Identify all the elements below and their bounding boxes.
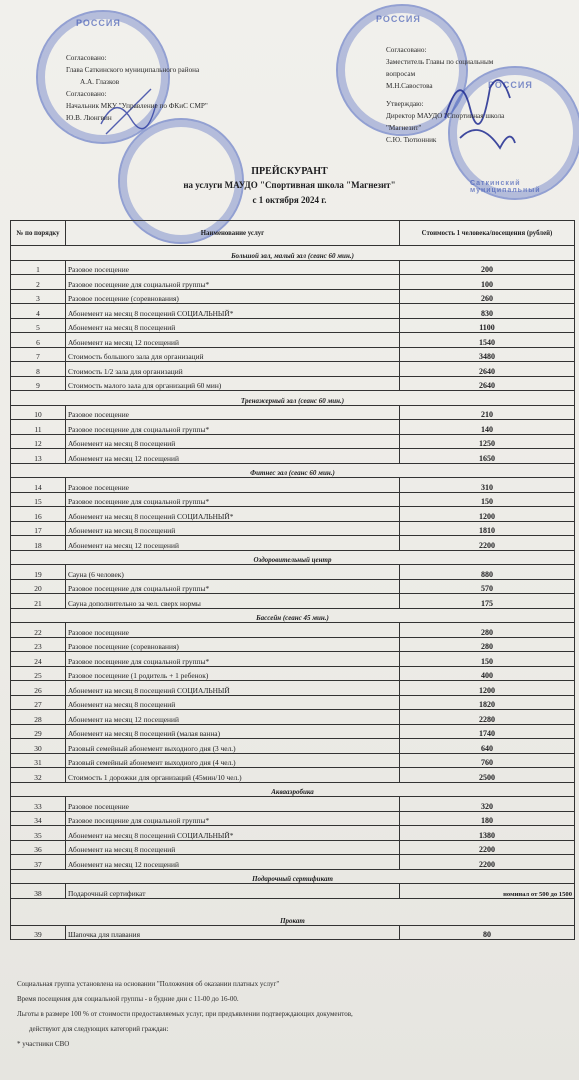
table-row <box>11 347 575 362</box>
table-row <box>11 753 575 768</box>
service-price: 830 <box>400 304 575 319</box>
service-name: Подарочный сертификат <box>66 884 400 899</box>
document-date: с 1 октября 2024 г. <box>252 195 327 205</box>
service-price: 3480 <box>400 347 575 362</box>
approval-line: Согласовано: <box>386 46 427 54</box>
service-name: Разовое посещение <box>66 797 400 812</box>
row-number: 37 <box>11 855 66 870</box>
service-price: 2200 <box>400 840 575 855</box>
service-name: Абонемент на месяц 12 посещений <box>66 710 400 725</box>
approval-line: М.Н.Савостова <box>386 82 433 90</box>
table-row <box>11 925 575 940</box>
table-row <box>11 681 575 696</box>
service-name: Абонемент на месяц 8 посещений <box>66 521 400 536</box>
table-row <box>11 739 575 754</box>
row-number: 29 <box>11 724 66 739</box>
table-row <box>11 884 575 899</box>
service-name: Разовое посещение для социальной группы* <box>66 579 400 594</box>
table-section-row <box>11 869 575 884</box>
row-number: 10 <box>11 405 66 420</box>
row-number: 30 <box>11 739 66 754</box>
table-header-row <box>11 221 575 246</box>
row-number: 24 <box>11 652 66 667</box>
service-name: Разовое посещение для социальной группы* <box>66 811 400 826</box>
row-number: 23 <box>11 637 66 652</box>
service-name: Стоимость 1/2 зала для организаций <box>66 362 400 377</box>
right-bottom-stamp-text: РОССИЯ <box>488 80 533 90</box>
service-price: 150 <box>400 652 575 667</box>
table-row <box>11 811 575 826</box>
approval-line: вопросам <box>386 70 416 78</box>
row-number: 12 <box>11 434 66 449</box>
table-row <box>11 304 575 319</box>
row-number: 2 <box>11 275 66 290</box>
service-name: Абонемент на месяц 8 посещений СОЦИАЛЬНЫЙ* <box>66 507 400 522</box>
service-price: 2200 <box>400 536 575 551</box>
table-row <box>11 507 575 522</box>
section-title: Большой зал, малый зал (сеанс 60 мин.) <box>11 246 575 261</box>
section-title: Оздоровительный центр <box>11 550 575 565</box>
service-name: Разовое посещение (1 родитель + 1 ребенок) <box>66 666 400 681</box>
row-number: 4 <box>11 304 66 319</box>
service-name: Разовое посещение <box>66 405 400 420</box>
service-price: 210 <box>400 405 575 420</box>
service-name: Абонемент на месяц 12 посещений <box>66 333 400 348</box>
approval-line: С.Ю. Тютюнник <box>386 136 437 144</box>
table-row <box>11 275 575 290</box>
service-price: 180 <box>400 811 575 826</box>
table-section-row <box>11 550 575 565</box>
row-number: 11 <box>11 420 66 435</box>
header-num: № по порядку <box>11 221 66 246</box>
approval-line: Начальник МКУ "Управление по ФКиС СМР" <box>66 102 208 110</box>
service-price: 1380 <box>400 826 575 841</box>
service-name: Разовое посещение для социальной группы* <box>66 420 400 435</box>
row-number: 35 <box>11 826 66 841</box>
table-row <box>11 362 575 377</box>
table-body <box>11 246 575 940</box>
row-number: 18 <box>11 536 66 551</box>
service-name: Разовый семейный абонемент выходного дня (3 чел.) <box>66 739 400 754</box>
table-row <box>11 695 575 710</box>
service-price: 1200 <box>400 507 575 522</box>
footnote-line: Время посещения для социальной группы - в будние дни с 11-00 до 16-00. <box>17 995 239 1003</box>
table-row <box>11 724 575 739</box>
approvals-right <box>386 44 504 146</box>
service-name: Абонемент на месяц 8 посещений <box>66 434 400 449</box>
service-price: 260 <box>400 289 575 304</box>
section-title: Прокат <box>11 898 575 925</box>
row-number: 16 <box>11 507 66 522</box>
table-row <box>11 637 575 652</box>
table-row <box>11 318 575 333</box>
service-name: Абонемент на месяц 12 посещений <box>66 536 400 551</box>
approval-line: А.А. Глазков <box>80 78 120 86</box>
row-number: 28 <box>11 710 66 725</box>
service-price: 280 <box>400 637 575 652</box>
service-name: Абонемент на месяц 12 посещений <box>66 855 400 870</box>
table-row <box>11 768 575 783</box>
section-title: Тренажерный зал (сеанс 60 мин.) <box>11 391 575 406</box>
service-name: Абонемент на месяц 8 посещений <box>66 695 400 710</box>
row-number: 7 <box>11 347 66 362</box>
row-number: 38 <box>11 884 66 899</box>
row-number: 34 <box>11 811 66 826</box>
service-name: Абонемент на месяц 8 посещений (малая ванна) <box>66 724 400 739</box>
row-number: 15 <box>11 492 66 507</box>
table-row <box>11 579 575 594</box>
service-price: 1650 <box>400 449 575 464</box>
right-bottom-stamp-caption: Саткинский муниципальный <box>470 180 541 194</box>
service-price: 310 <box>400 478 575 493</box>
price-table <box>10 220 575 940</box>
footnotes <box>17 977 353 1052</box>
table-row <box>11 333 575 348</box>
service-name: Абонемент на месяц 8 посещений СОЦИАЛЬНЫЙ <box>66 681 400 696</box>
service-price: 280 <box>400 623 575 638</box>
table-section-row <box>11 898 575 925</box>
service-price: 400 <box>400 666 575 681</box>
row-number: 27 <box>11 695 66 710</box>
service-price: 1810 <box>400 521 575 536</box>
footnote-line: * участники СВО <box>17 1040 70 1048</box>
table-row <box>11 376 575 391</box>
right-top-stamp-text: РОССИЯ <box>376 14 421 24</box>
service-price: 2640 <box>400 362 575 377</box>
table-row <box>11 434 575 449</box>
table-row <box>11 492 575 507</box>
approval-line: "Магнезит" <box>386 124 422 132</box>
row-number: 14 <box>11 478 66 493</box>
service-price: 1820 <box>400 695 575 710</box>
service-price: 1250 <box>400 434 575 449</box>
table-row <box>11 594 575 609</box>
approvals-left <box>66 52 208 124</box>
section-title: Подарочный сертификат <box>11 869 575 884</box>
table-row <box>11 652 575 667</box>
table-row <box>11 478 575 493</box>
row-number: 19 <box>11 565 66 580</box>
table-section-row <box>11 391 575 406</box>
service-name: Разовое посещение <box>66 623 400 638</box>
row-number: 39 <box>11 925 66 940</box>
row-number: 6 <box>11 333 66 348</box>
table-row <box>11 666 575 681</box>
service-name: Абонемент на месяц 8 посещений <box>66 318 400 333</box>
service-price: 760 <box>400 753 575 768</box>
table-row <box>11 565 575 580</box>
approval-line: Утверждаю: <box>386 100 424 108</box>
row-number: 13 <box>11 449 66 464</box>
table-section-row <box>11 608 575 623</box>
service-name: Абонемент на месяц 12 посещений <box>66 449 400 464</box>
service-price: 320 <box>400 797 575 812</box>
document-subtitle: на услуги МАУДО "Спортивная школа "Магнезит" <box>183 180 396 190</box>
row-number: 3 <box>11 289 66 304</box>
service-name: Шапочка для плавания <box>66 925 400 940</box>
service-price: 640 <box>400 739 575 754</box>
service-name: Разовое посещение (соревнования) <box>66 289 400 304</box>
service-name: Сауна дополнительно за чел. сверх нормы <box>66 594 400 609</box>
table-row <box>11 797 575 812</box>
table-section-row <box>11 246 575 261</box>
service-name: Абонемент на месяц 8 посещений <box>66 840 400 855</box>
table-row <box>11 449 575 464</box>
row-number: 36 <box>11 840 66 855</box>
service-name: Сауна (6 человек) <box>66 565 400 580</box>
footnote-line: действуют для следующих категорий граждан: <box>29 1025 169 1033</box>
header-name: Наименование услуг <box>66 221 400 246</box>
approval-line: Согласовано: <box>66 90 107 98</box>
service-price: 140 <box>400 420 575 435</box>
row-number: 31 <box>11 753 66 768</box>
row-number: 8 <box>11 362 66 377</box>
table-row <box>11 840 575 855</box>
service-name: Разовое посещение <box>66 478 400 493</box>
service-price: 1540 <box>400 333 575 348</box>
table-row <box>11 521 575 536</box>
service-name: Стоимость малого зала для организаций 60 мин) <box>66 376 400 391</box>
row-number: 26 <box>11 681 66 696</box>
row-number: 21 <box>11 594 66 609</box>
table-row <box>11 623 575 638</box>
service-price: 2500 <box>400 768 575 783</box>
row-number: 20 <box>11 579 66 594</box>
table-row <box>11 855 575 870</box>
service-price: 880 <box>400 565 575 580</box>
service-name: Разовое посещение для социальной группы* <box>66 652 400 667</box>
approval-line: Заместитель Главы по социальным <box>386 58 494 66</box>
row-number: 33 <box>11 797 66 812</box>
service-price: 570 <box>400 579 575 594</box>
row-number: 5 <box>11 318 66 333</box>
approval-line: Глава Саткинского муниципального района <box>66 66 200 74</box>
service-price: 1100 <box>400 318 575 333</box>
service-price: номинал от 500 до 1500 <box>400 884 575 899</box>
service-price: 1740 <box>400 724 575 739</box>
footnote-line: Социальная группа установлена на основании "Положения об оказании платных услуг" <box>17 980 280 988</box>
service-price: 200 <box>400 260 575 275</box>
service-name: Разовый семейный абонемент выходного дня (4 чел.) <box>66 753 400 768</box>
document-title: ПРЕЙСКУРАНТ <box>251 166 328 177</box>
service-name: Разовое посещение (соревнования) <box>66 637 400 652</box>
section-title: Аквааэробика <box>11 782 575 797</box>
left-stamp-text: РОССИЯ <box>76 18 121 28</box>
row-number: 32 <box>11 768 66 783</box>
table-row <box>11 710 575 725</box>
service-price: 1200 <box>400 681 575 696</box>
service-name: Абонемент на месяц 8 посещений СОЦИАЛЬНЫЙ* <box>66 304 400 319</box>
service-name: Абонемент на месяц 8 посещений СОЦИАЛЬНЫЙ* <box>66 826 400 841</box>
service-price: 100 <box>400 275 575 290</box>
service-name: Стоимость большого зала для организаций <box>66 347 400 362</box>
approval-line: Директор МАУДО "Спортивная школа <box>386 112 505 120</box>
table-row <box>11 260 575 275</box>
service-name: Разовое посещение <box>66 260 400 275</box>
row-number: 17 <box>11 521 66 536</box>
table-row <box>11 420 575 435</box>
section-title: Бассейн (сеанс 45 мин.) <box>11 608 575 623</box>
table-section-row <box>11 782 575 797</box>
service-name: Стоимость 1 дорожки для организаций (45мин/10 чел.) <box>66 768 400 783</box>
service-name: Разовое посещение для социальной группы* <box>66 275 400 290</box>
row-number: 22 <box>11 623 66 638</box>
table-row <box>11 405 575 420</box>
footnote-line: Льготы в размере 100 % от стоимости предоставляемых услуг, при предъявлении подтверждающих документов, <box>17 1010 353 1018</box>
table-row <box>11 536 575 551</box>
section-title: Фитнес зал (сеанс 60 мин.) <box>11 463 575 478</box>
service-price: 150 <box>400 492 575 507</box>
approval-line: Ю.В. Люнгвин <box>66 114 112 122</box>
approval-line: Согласовано: <box>66 54 107 62</box>
service-price: 80 <box>400 925 575 940</box>
table-section-row <box>11 463 575 478</box>
service-name: Разовое посещение для социальной группы* <box>66 492 400 507</box>
service-price: 2640 <box>400 376 575 391</box>
table-row <box>11 826 575 841</box>
service-price: 175 <box>400 594 575 609</box>
row-number: 1 <box>11 260 66 275</box>
header-price: Стоимость 1 человека/посещения (рублей) <box>400 221 575 246</box>
table-row <box>11 289 575 304</box>
service-price: 2280 <box>400 710 575 725</box>
row-number: 9 <box>11 376 66 391</box>
service-price: 2200 <box>400 855 575 870</box>
row-number: 25 <box>11 666 66 681</box>
